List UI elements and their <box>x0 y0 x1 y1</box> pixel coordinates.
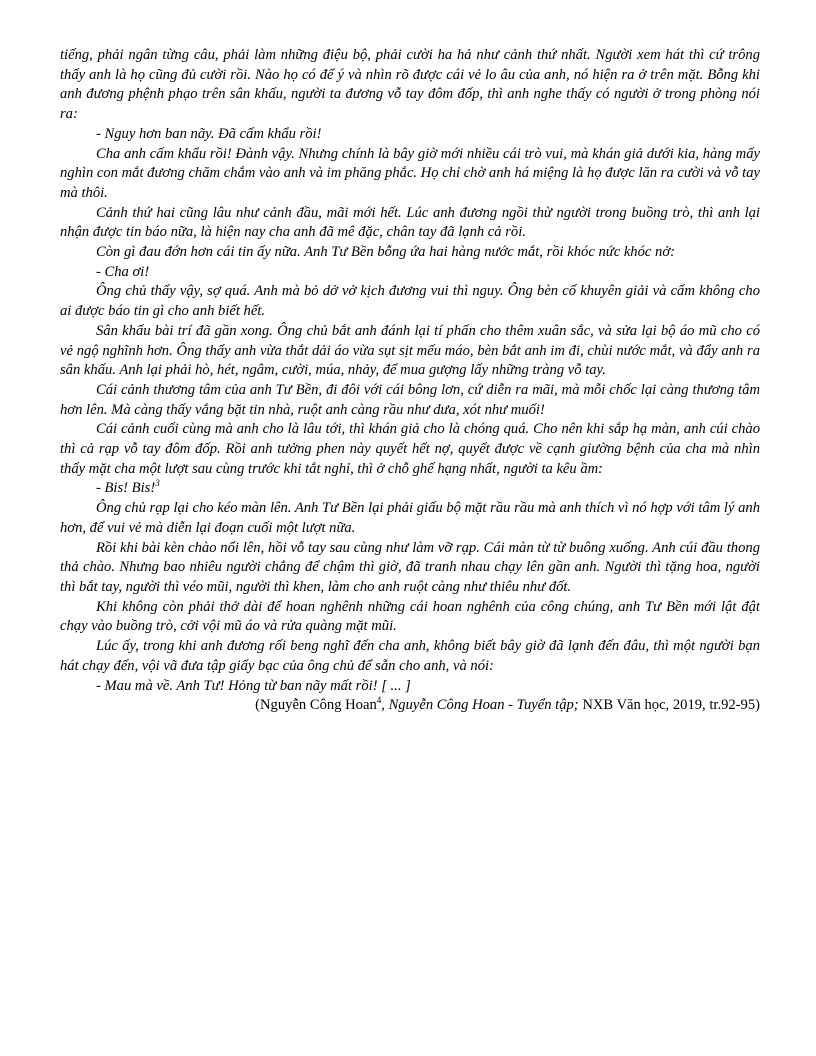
source-separator: , <box>381 697 389 714</box>
paragraph-3: Cảnh thứ hai cũng lâu như cảnh đầu, mãi mới hết. Lúc anh đương ngồi thừ người trong buồng trò, thì anh lại nhận được tin báo nữa, là hiện nay cha anh đã mê đặc, chân tay đã lạnh cả rồi. <box>60 204 760 241</box>
dialogue-4: - Mau mà về. Anh Tư! Hỏng từ ban nãy mất rồi! [ ... ] <box>96 677 411 694</box>
source-publisher: NXB Văn học, 2019, tr.92-95) <box>578 697 760 714</box>
paragraph-4: Còn gì đau đớn hơn cái tin ấy nữa. Anh Tư Bền bỗng ứa hai hàng nước mắt, rồi khóc nức khóc nở: <box>96 244 675 261</box>
paragraph-12: Lúc ấy, trong khi anh đương rối beng nghĩ đến cha anh, không biết bây giờ đã lạnh đến đâu, thì một người bạn hát chạy đến, vội vã đưa tập giấy bạc của ông chủ để sẵn cho anh, và nói: <box>60 638 760 674</box>
paragraph-9: Ông chủ rạp lại cho kéo màn lên. Anh Tư Bền lại phải giấu bộ mặt rầu rầu mà anh thích vì nó hợp với tâm lý anh hơn, để vui vẻ mà diễn lại đoạn cuối một lượt nữa. <box>60 500 760 536</box>
paragraph-10: Rồi khi bài kèn chào nổi lên, hồi vỗ tay sau cùng như làm vỡ rạp. Cái màn từ từ buông xuống. Anh cúi đầu thong thả chào. Nhưng bao nhiêu người chẳng để chậm thì giờ, đã tranh nhau chạy lên gần anh. Người thì tặng hoa, người thì bắt tay, người thì véo mũi, người thì khen, làm cho anh ruột càng như thiêu như đốt. <box>60 539 760 595</box>
source-book-title: Nguyễn Công Hoan - Tuyển tập; <box>388 697 579 714</box>
footnote-mark-4: 4 <box>376 695 382 706</box>
footnote-mark-3: 3 <box>155 478 160 489</box>
dialogue-3 <box>60 479 760 499</box>
dialogue-3-text: - Bis! Bis! <box>96 480 156 497</box>
paragraph-8: Cái cảnh cuối cùng mà anh cho là lâu tới, thì khán giả cho là chóng quá. Cho nên khi sắp hạ màn, anh cúi chào thì cả rạp vỗ tay đôm đốp. Rồi anh tưởng phen này quyết hết nợ, quyết được về cạnh giường bệnh của cha mà nhìn thấy mặt cha một lượt sau cùng trước khi tắt nghỉ, thì ở chỗ ghế hạng nhất, người ta kêu ầm: <box>60 421 760 477</box>
source-author: (Nguyễn Công Hoan <box>255 697 377 714</box>
paragraph-5: Ông chủ thấy vậy, sợ quá. Anh mà bỏ dở vở kịch đương vui thì nguy. Ông bèn cố khuyên giải và cấm không cho ai được báo tin gì cho anh biết hết. <box>60 283 760 320</box>
paragraph-6: Sân khấu bài trí đã gần xong. Ông chủ bắt anh đánh lại tí phấn cho thêm xuân sắc, và sửa lại bộ áo mũ cho có vẻ ngộ nghĩnh hơn. Ông thấy anh vừa thắt dải áo vừa sụt sịt mếu máo, bèn bắt anh im đi, chùi nước mắt, và đẩy anh ra sân khấu. Anh lại phải hò, hét, ngâm, cười, múa, nhảy, để mua gượng lấy những tràng vỗ tay. <box>60 322 760 379</box>
document-page <box>60 46 760 716</box>
paragraph-1: tiếng, phải ngân từng câu, phải làm những điệu bộ, phải cười ha hả như cảnh thứ nhất. Người xem hát thì cứ trông thấy anh là họ cũng đủ cười rồi. Nào họ có để ý và nhìn rõ được cái vẻ lo âu của anh, nó hiện ra ở trên mặt. Bỗng khi anh đương phệnh phạo trên sân khấu, người ta đương vỗ tay đôm đốp, thì anh nghe thấy có người ở trong phòng nói ra: <box>60 47 760 123</box>
paragraph-2: Cha anh cấm khẩu rồi! Đành vậy. Nhưng chính là bây giờ mới nhiều cái trò vui, mà khán giả dưới kia, hàng mấy nghìn con mắt đương chăm chắm vào anh và im phăng phắc. Họ chỉ chờ anh há miệng là họ được lăn ra cười và vỗ tay mà thôi. <box>60 145 760 201</box>
dialogue-2: - Cha ơi! <box>96 263 150 280</box>
dialogue-1: - Nguy hơn ban nãy. Đã cấm khẩu rồi! <box>96 125 322 142</box>
source-citation <box>60 696 760 716</box>
paragraph-11: Khi không còn phải thở dài để hoan nghênh những cái hoan nghênh của công chúng, anh Tư Bền mới lật đật chạy vào buồng trò, cởi vội mũ áo và rửa quàng mặt mũi. <box>60 598 760 635</box>
paragraph-7: Cái cảnh thương tâm của anh Tư Bền, đi đôi với cái bông lơn, cứ diễn ra mãi, mà mỗi chốc lại càng thương tâm hơn lên. Mà càng thấy vắng bặt tin nhà, ruột anh càng rầu như dưa, xót như muối! <box>60 381 760 418</box>
